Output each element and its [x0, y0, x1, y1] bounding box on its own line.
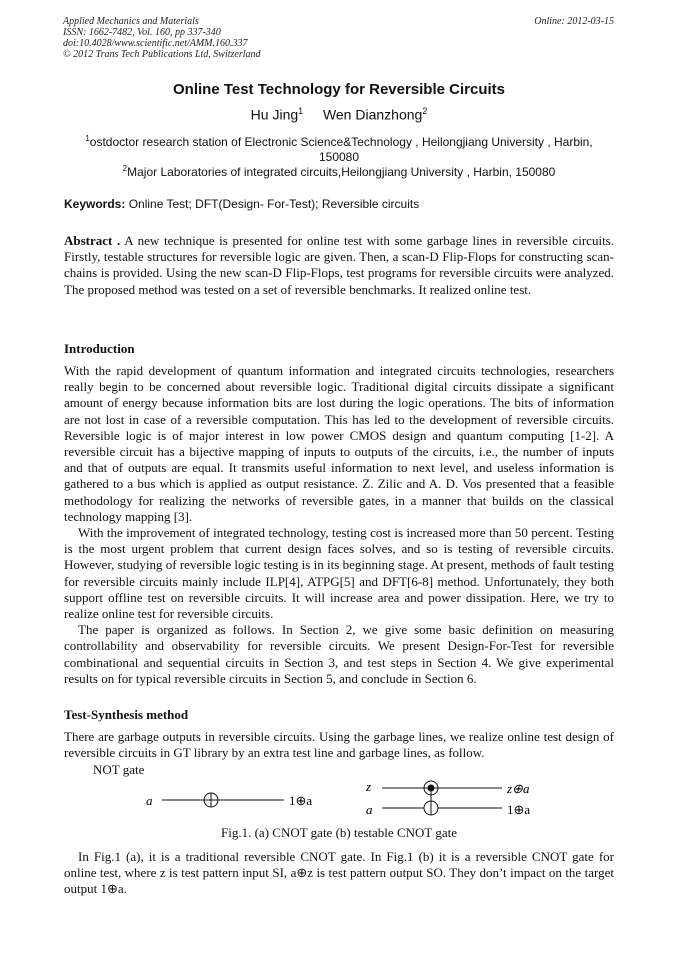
- fig-a-output-label: 1⊕a: [289, 793, 313, 808]
- author-sup: 1: [298, 106, 304, 116]
- paper-title: Online Test Technology for Reversible Circuits: [172, 81, 505, 98]
- paragraph: The paper is organized as follows. In Section 2, we give some basic definition on measuring controllability and observability for reversible circuits. We present Design-For-Test for reversible combinational and sequential circuits in Section 3, and test steps in Section 4. We give experimental results on for typical reversible circuits in Section 5, and conclude in Section 6.: [64, 622, 614, 686]
- fig-a-input-label: a: [146, 793, 153, 808]
- author-line: [0, 106, 678, 123]
- fig-b-a-input-label: a: [366, 802, 373, 817]
- affiliation-sup: 2: [122, 164, 128, 173]
- fig-b-a-output-label: 1⊕a: [507, 802, 531, 817]
- affiliation-sup: 1: [85, 134, 90, 143]
- test-synthesis-heading: Test-Synthesis method: [64, 707, 189, 722]
- test-synthesis-body: [64, 729, 614, 761]
- fig-b-z-output-label: z⊕a: [507, 781, 530, 796]
- figure-discussion: [64, 849, 614, 898]
- affiliation-1: [0, 131, 678, 165]
- journal-name: Applied Mechanics and Materials: [63, 16, 199, 27]
- copyright-line: © 2012 Trans Tech Publications Ltd, Switzerland: [63, 49, 261, 60]
- keywords-label: Keywords:: [64, 197, 126, 211]
- author-name: Wen Dianzhong: [322, 106, 423, 123]
- paragraph: With the rapid development of quantum information and integrated circuits technologies, researchers really begin to be concerned about reversible logic. Traditional digital circuits dissipate a significant amount of energy because information bits are lost during the logic operations. The bits of information are not lost in case of a reversible computation. This has led to the development of reversible circuits. Reversible logic is of major interest in low power CMOS design and quantum computing [1-2]. A reversible circuit has a bijective mapping of inputs to outputs of the circuits, i.e., the number of inputs and that of outputs are equal. It transmits useful information to next level, and useless information is gathered to a bus which is applied as output resistance. Z. Zilic and A. D. Vos presented that a feasible methodology for realizing the networks of reversible gates, in a manner that builds on the classical technology mapping [3].: [64, 363, 614, 524]
- keywords-text: Online Test; DFT(Design- For-Test); Reversible circuits: [125, 197, 420, 211]
- figure-cnot: [0, 778, 678, 828]
- affiliation-text: ostdoctor research station of Electronic Science&Technology , Heilongjiang University , Harbin,: [89, 135, 593, 149]
- introduction-body: [64, 363, 614, 687]
- affiliation-2: [0, 161, 678, 180]
- introduction-heading: Introduction: [64, 341, 135, 356]
- doi-line: doi:10.4028/www.scientific.net/AMM.160.337: [63, 38, 248, 49]
- issn-line: ISSN: 1662-7482, Vol. 160, pp 337-340: [63, 27, 221, 38]
- author-name: Hu Jing: [250, 106, 299, 123]
- journal-header: [63, 16, 261, 60]
- paragraph: With the improvement of integrated technology, testing cost is increased more than 50 percent. Testing is the most urgent problem that current design faces solves, and so is testing of reversible circuits. However, studying of reversible logic testing is in its beginning stage. At present, methods of fault testing for reversible circuits mainly include ILP[4], ATPG[5] and DFT[6-8] method. Unfortunately, they both support offline test on reversible circuits. It will increase area and power dissipation. Here, we try to realize online test for reversible circuits.: [64, 525, 614, 622]
- paragraph: In Fig.1 (a), it is a traditional reversible CNOT gate. In Fig.1 (b) it is a reversible CNOT gate for online test, where z is test pattern input SI, a⊕z is test pattern output SO. They don’t impact on the target output 1⊕a.: [64, 849, 614, 897]
- figure-caption: Fig.1. (a) CNOT gate (b) testable CNOT gate: [221, 825, 457, 840]
- paragraph: There are garbage outputs in reversible circuits. Using the garbage lines, we realize online test design of reversible circuits in GT library by an extra test line and garbage lines, as follow.: [64, 729, 614, 761]
- affiliation-cont: 150080: [318, 150, 360, 164]
- fig-b-z-input-label: z: [366, 779, 372, 794]
- not-gate-label: NOT gate: [93, 762, 145, 777]
- abstract: [64, 233, 614, 298]
- keywords: [64, 197, 624, 211]
- abstract-label: Abstract .: [64, 233, 121, 248]
- online-date: Online: 2012-03-15: [534, 16, 614, 27]
- author-sup: 2: [422, 106, 428, 116]
- affiliation-text: Major Laboratories of integrated circuits,Heilongjiang University , Harbin, 150080: [127, 165, 556, 179]
- abstract-text: A new technique is presented for online test with some garbage lines in reversible circuits. Firstly, testable structures for reversible logic are given. Then, a scan-D Flip-Flops for constructing scan-chains is provided. Using the new scan-D Flip-Flops, test programs for reversible circuits were analyzed. The proposed method was tested on a set of reversible benchmarks. It realized online test.: [64, 233, 614, 297]
